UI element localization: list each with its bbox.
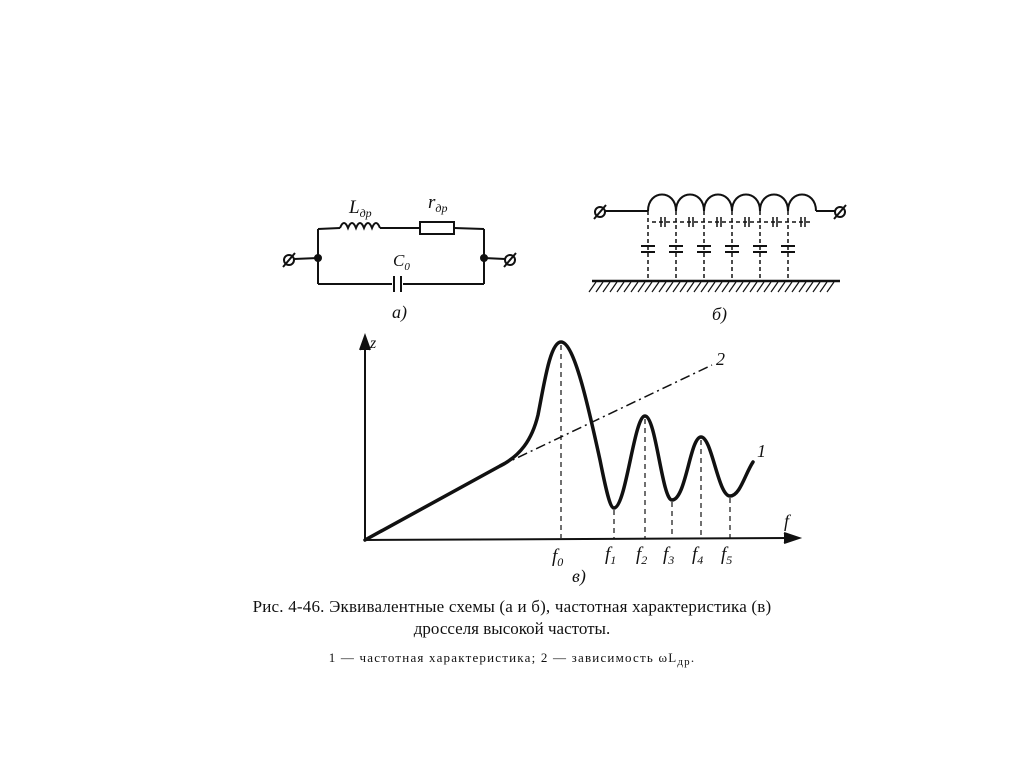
ground-hatch-line bbox=[687, 282, 694, 292]
panel-label-c: в) bbox=[572, 566, 586, 586]
ground-hatch-line bbox=[722, 282, 729, 292]
ground-hatch-line bbox=[708, 282, 715, 292]
ground-hatch-line bbox=[631, 282, 638, 292]
ground-hatch-line bbox=[785, 282, 792, 292]
ground-hatch-line bbox=[729, 282, 736, 292]
tick-label-f2: $f_2$ bbox=[636, 544, 648, 567]
resistor-icon bbox=[420, 222, 454, 234]
ground-hatch-line bbox=[813, 282, 820, 292]
graph-c bbox=[360, 335, 799, 587]
tick-label-f0: $f_0$ bbox=[552, 546, 564, 569]
ground-hatch-line bbox=[750, 282, 757, 292]
ground-hatch-line bbox=[659, 282, 666, 292]
inductor-label: $L_{др}$ bbox=[349, 197, 372, 220]
circuit-b bbox=[589, 195, 846, 293]
tick-label-f4: $f_4$ bbox=[692, 544, 704, 567]
ground-hatch-line bbox=[806, 282, 813, 292]
ground-hatch-line bbox=[666, 282, 673, 292]
capacitor-icon bbox=[394, 276, 401, 292]
caption-legend-sub: др bbox=[677, 656, 691, 668]
ground-hatch-line bbox=[610, 282, 617, 292]
capacitor-label: $C_0$ bbox=[393, 251, 410, 273]
ground-hatch-line bbox=[624, 282, 631, 292]
ground-hatch-line bbox=[638, 282, 645, 292]
ground-hatch-line bbox=[757, 282, 764, 292]
ground-hatch-line bbox=[715, 282, 722, 292]
ground-hatch-line bbox=[820, 282, 827, 292]
resistor-label: $r_{др}$ bbox=[428, 192, 448, 215]
inductor-coil-icon bbox=[340, 223, 380, 228]
ground-hatch-line bbox=[652, 282, 659, 292]
ground-hatch-line bbox=[645, 282, 652, 292]
ground-hatch-line bbox=[771, 282, 778, 292]
ground-hatch-line bbox=[743, 282, 750, 292]
caption-line-1: Рис. 4-46. Эквивалентные схемы (а и б), частотная характеристика (в) bbox=[252, 597, 772, 616]
terminal-right-icon bbox=[504, 253, 516, 267]
x-axis-label: f bbox=[784, 511, 790, 531]
x-axis bbox=[365, 538, 790, 540]
ground-hatch-line bbox=[694, 282, 701, 292]
y-axis-arrow-icon bbox=[360, 336, 370, 350]
ground-hatch-line bbox=[680, 282, 687, 292]
caption-legend-end: . bbox=[690, 650, 696, 665]
tick-label-f3: $f_3$ bbox=[663, 544, 675, 567]
panel-label-a: а) bbox=[392, 302, 407, 322]
ground-hatch-line bbox=[792, 282, 799, 292]
ground-hatch-line bbox=[596, 282, 603, 292]
terminal-b-left-icon bbox=[594, 205, 606, 219]
ground-hatch-line bbox=[603, 282, 610, 292]
ground-icon bbox=[589, 281, 840, 292]
ground-hatch-line bbox=[673, 282, 680, 292]
x-axis-arrow-icon bbox=[784, 533, 799, 543]
ground-hatch-line bbox=[736, 282, 743, 292]
tick-label-f1: $f_1$ bbox=[605, 544, 617, 567]
caption-line-2: дросселя высокой частоты. bbox=[413, 619, 611, 638]
y-axis-label: z bbox=[370, 335, 377, 352]
curve-2-label: 2 bbox=[716, 349, 725, 369]
curve-2-omega-l bbox=[500, 365, 712, 466]
curve-1-label: 1 bbox=[757, 441, 766, 461]
caption-legend bbox=[0, 650, 1024, 668]
ground-hatch-line bbox=[617, 282, 624, 292]
ground-hatch-line bbox=[778, 282, 785, 292]
terminal-b-right-icon bbox=[834, 205, 846, 219]
tick-label-f5: $f_5$ bbox=[721, 544, 733, 567]
winding-loops-icon bbox=[648, 195, 816, 212]
caption-legend-text: 1 — частотная характеристика; 2 — зависимость ωL bbox=[328, 650, 678, 665]
panel-label-b: б) bbox=[712, 304, 728, 324]
ground-hatch-line bbox=[764, 282, 771, 292]
terminal-left-icon bbox=[283, 253, 295, 267]
ground-hatch-line bbox=[589, 282, 596, 292]
curve-1-frequency-response bbox=[365, 342, 753, 540]
ground-hatch-line bbox=[799, 282, 806, 292]
axes bbox=[360, 336, 799, 543]
capacitor-icon bbox=[641, 246, 795, 252]
ground-hatch-line bbox=[701, 282, 708, 292]
ground-hatch-line bbox=[827, 282, 834, 292]
